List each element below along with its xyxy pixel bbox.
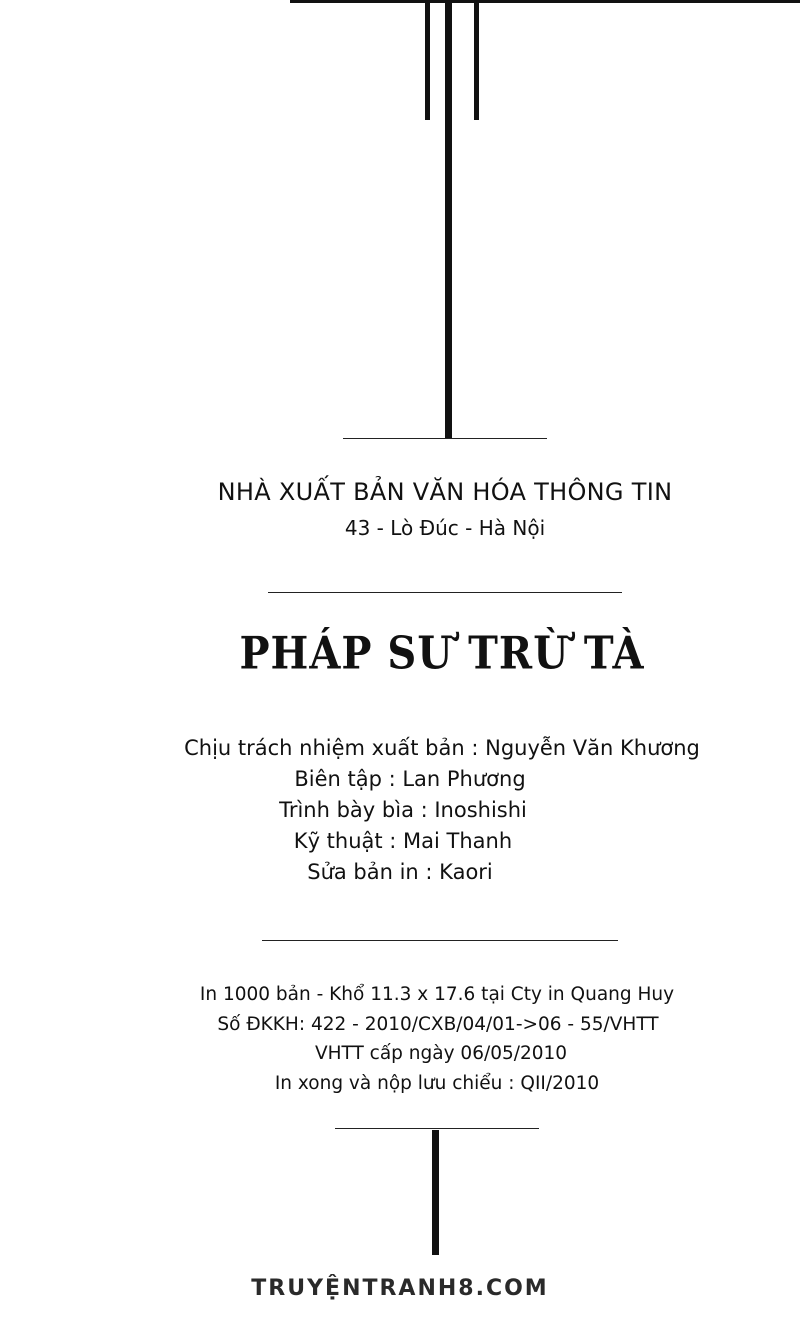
- top-edge-line: [290, 0, 800, 3]
- divider-2: [262, 940, 618, 941]
- license-date: VHTT cấp ngày 06/05/2010: [314, 1043, 568, 1064]
- top-right-vertical-line: [474, 0, 479, 120]
- print-run: In 1000 bản - Khổ 11.3 x 17.6 tại Cty in Quang Huy: [199, 984, 675, 1005]
- bottom-divider: [335, 1128, 539, 1129]
- deposit-info: In xong và nộp lưu chiểu : QII/2010: [274, 1072, 600, 1094]
- credit-cover-design: Trình bày bìa : Inoshishi: [279, 798, 527, 822]
- top-left-vertical-line: [425, 0, 430, 120]
- publisher-address: 43 - Lò Đúc - Hà Nội: [344, 516, 546, 540]
- publisher-name: NHÀ XUẤT BẢN VĂN HÓA THÔNG TIN: [217, 478, 673, 506]
- watermark: TRUYỆNTRANH8.COM: [251, 1276, 549, 1301]
- credit-proofreading: Sửa bản in : Kaori: [307, 860, 493, 884]
- credit-editor: Biên tập : Lan Phương: [294, 767, 526, 791]
- credit-publisher-responsible: Chịu trách nhiệm xuất bản : Nguyễn Văn Khương: [184, 736, 700, 760]
- top-center-vertical-line: [445, 0, 452, 438]
- divider-1: [268, 592, 622, 593]
- print-info-block: [0, 980, 800, 1098]
- top-divider: [343, 438, 547, 439]
- credits-block: [0, 733, 800, 888]
- book-title: PHÁP SƯ TRỪ TÀ: [239, 627, 645, 680]
- registration-number: Số ĐKKH: 422 - 2010/CXB/04/01->06 - 55/VHTT: [217, 1013, 659, 1035]
- bottom-vertical-line: [432, 1130, 439, 1255]
- credit-technical: Kỹ thuật : Mai Thanh: [293, 829, 513, 853]
